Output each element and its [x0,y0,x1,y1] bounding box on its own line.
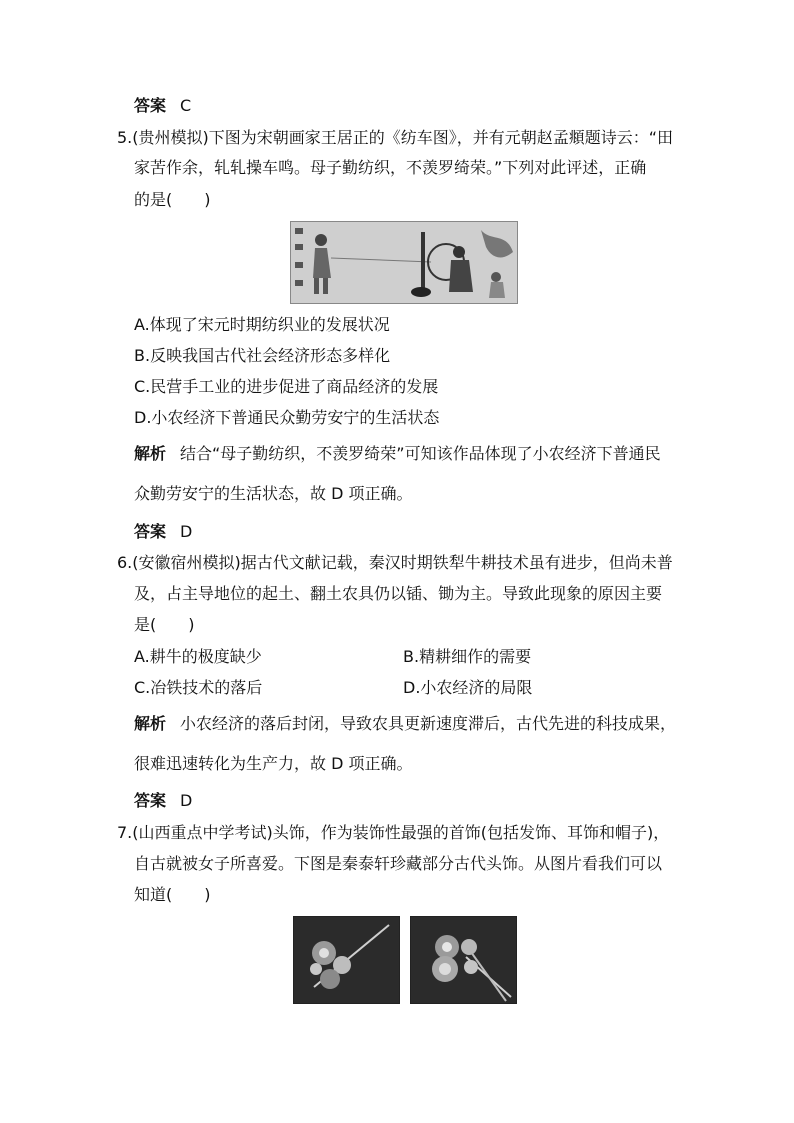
q5-answer-row [134,521,192,543]
q6-option-a: A.耕牛的极度缺少 [134,647,262,666]
answer-label: 答案 [134,522,167,541]
q5-stem-line-2: 家苦作余，轧轧操车鸣。母子勤纺织，不羡罗绮荣。”下列对此评述，正确 [134,158,647,177]
answer-value: D [180,522,193,541]
q5-stem-line-1: 5.(贵州模拟)下图为宋朝画家王居正的《纺车图》，并有元朝赵孟頫题诗云：“田 [117,128,674,147]
answer-label: 答案 [134,96,167,115]
q6-analysis-line-1 [134,713,676,735]
q5-option-d: D.小农经济下普通民众勤劳安宁的生活状态 [134,408,440,427]
q6-option-b: B.精耕细作的需要 [403,647,532,666]
q5-option-b: B.反映我国古代社会经济形态多样化 [134,346,391,365]
analysis-label: 解析 [134,444,167,463]
headdress-photo-1 [293,916,400,1004]
answer-value: C [180,96,192,115]
q6-stem-line-2: 及，占主导地位的起土、翻土农具仍以锸、锄为主。导致此现象的原因主要 [134,584,663,603]
q5-option-c: C.民营手工业的进步促进了商品经济的发展 [134,377,439,396]
q5-stem-line-3: 的是( ) [134,190,211,209]
q5-analysis-line-2: 众勤劳安宁的生活状态，故 D 项正确。 [134,484,413,503]
q6-stem-line-3: 是( ) [134,615,195,634]
answer-label: 答案 [134,791,167,810]
analysis-text: 小农经济的落后封闭，导致农具更新速度滞后，古代先进的科技成果， [180,714,677,733]
q7-stem-line-1: 7.(山西重点中学考试)头饰，作为装饰性最强的首饰(包括发饰、耳饰和帽子)， [117,823,670,842]
q5-analysis-line-1 [134,443,661,465]
q6-analysis-line-2: 很难迅速转化为生产力，故 D 项正确。 [134,754,413,773]
spinning-wheel-painting [290,221,518,304]
q7-stem-line-2: 自古就被女子所喜爱。下图是秦泰轩珍藏部分古代头饰。从图片看我们可以 [134,854,663,873]
q6-option-c: C.冶铁技术的落后 [134,678,263,697]
q6-option-d: D.小农经济的局限 [403,678,533,697]
headdress-photo-2 [410,916,517,1004]
q6-stem-line-1: 6.(安徽宿州模拟)据古代文献记载，秦汉时期铁犁牛耕技术虽有进步，但尚未普 [117,553,673,572]
q6-answer-row [134,790,192,812]
analysis-text: 结合“母子勤纺织，不羡罗绮荣”可知该作品体现了小农经济下普通民 [180,444,661,463]
q7-stem-line-3: 知道( ) [134,885,211,904]
q5-option-a: A.体现了宋元时期纺织业的发展状况 [134,315,390,334]
q4-answer-row [134,95,191,117]
answer-value: D [180,791,193,810]
analysis-label: 解析 [134,714,167,733]
